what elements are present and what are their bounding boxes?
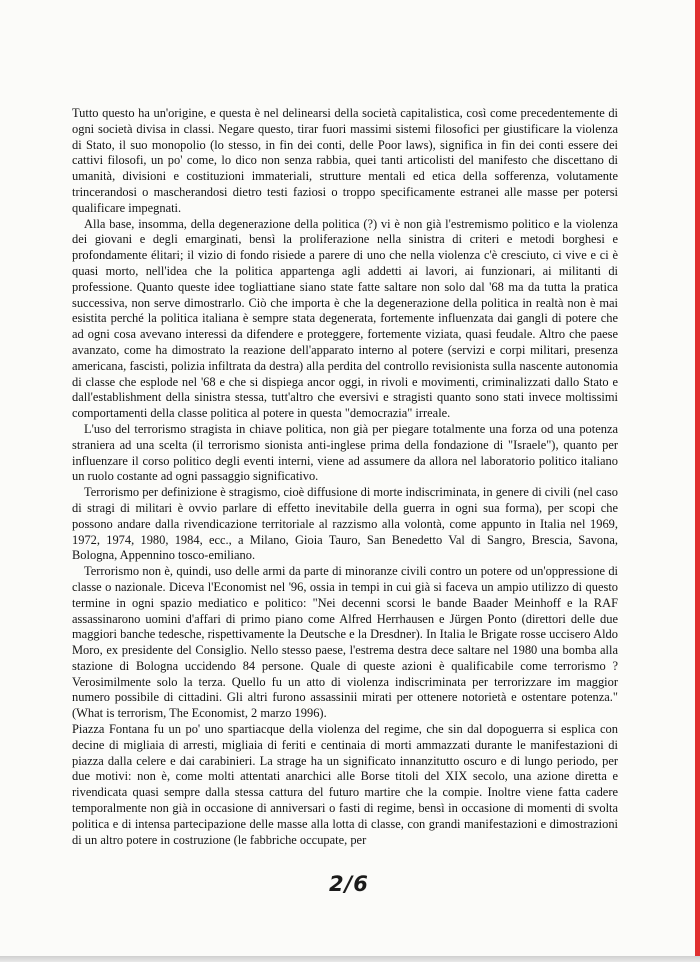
page-bottom-edge [0, 956, 700, 962]
paragraph-5: Terrorismo non è, quindi, uso delle armi da parte di minoranze civili contro un potere od un'oppressione di classe o nazionale. Diceva l'Economist nel '96, ossia in tempi in cui già si faceva un ampio utilizzo di questo termine in ogni spazio mediatico e politico: "Nei decenni scorsi le bande Baader Meinhoff e la RAF assassinarono uomini d'affari di primo piano come Alfred Herrhausen e Jürgen Ponto (direttori delle due maggiori banche tedesche, rispettivamente la Deutsche e la Dresdner). In Italia le Brigate rosse uccisero Aldo Moro, ex presidente del Consiglio. Nello stesso paese, l'estrema destra dece saltare nel 1980 una bomba alla stazione di Bologna uccidendo 84 persone. Quale di queste azioni è qualificabile come terrorismo ? Verosimilmente solo la terza. Quello fu un atto di violenza indiscriminata per terrorizzare im maggior numero possibile di cittadini. Gli altri furono assassinii mirati per ottenere notorietà e ostentare potenza." (What is terrorism, The Economist, 2 marzo 1996). [72, 564, 618, 721]
paragraph-3: L'uso del terrorismo stragista in chiave politica, non già per piegare totalmente una forza od una potenza straniera ad una scelta (il terrorismo sionista anti-inglese prima della fondazione di "Israele"), quanto per influenzare il corso politico degli eventi interni, viene ad assumere da allora nel laboratorio politico italiano un ruolo costante ad ogni passaggio significativo. [72, 421, 618, 484]
body-text [72, 106, 618, 848]
paragraph-6: Piazza Fontana fu un po' uno spartiacque della violenza del regime, che sin dal dopoguerra si esplica con decine di migliaia di arresti, migliaia di feriti e centinaia di morti ammazzati durante le manifestazioni di piazza dalla celere e dai carabinieri. La strage ha un significato innanzitutto oscuro e di lungo periodo, per due motivi: non è, come molti attentati anarchici alle Borse titoli del XIX secolo, una azione diretta e rivendicata quasi sempre dalla stessa cattura del futuro martire che la compie. Inoltre viene fatta cadere temporalmente non già in occasione di anniversari o fasti di regime, bensì in occasione di momenti di svolta politica e di intensa partecipazione delle masse alla lotta di classe, con grandi manifestazioni e dimostrazioni di un altro potere in costruzione (le fabbriche occupate, per [72, 722, 618, 847]
red-page-edge [695, 0, 700, 962]
paragraph-2: Alla base, insomma, della degenerazione della politica (?) vi è non già l'estremismo politico e la violenza dei giovani e degli emarginati, bensì la proliferazione nella sinistra di criteri e metodi borghesi e profondamente élitari; il vizio di fondo risiede a parere di uno che nella violenza c'è cresciuto, ci vive e ci è quasi morto, nell'idea che la politica appartenga agli addetti ai lavori, ai funzionari, ai militanti di professione. Quanto queste idee togliattiane siano state fatte saltare non solo dal '68 ma da tutta la pratica successiva, non serve dimostrarlo. Ciò che importa è che la degenerazione della politica in realtà non è mai esistita perché la politica italiana è sempre stata degenerata, fortemente influenzata dai gangli di potere che ad ogni cosa avevano interessi da difendere e proteggere, fortemente viziata, quasi feudale. Altro che paese avanzato, come ha dimostrato la reazione dell'apparato interno al potere (servizi e corpi militari, presenza americana, fascisti, polizia infiltrata da destra) alla perdita del controllo revisionista sulla nascente autonomia di classe che esplode nel '68 e che si dispiega ancor oggi, in rivoli e movimenti, criminalizzati dallo Stato e dall'establishment della sinistra stessa, tutt'altro che eversivi e stragisti quanto sono stati invece moltissimi comportamenti della classe politica al potere in questa "democrazia" irreale. [72, 216, 618, 421]
paragraph-4: Terrorismo per definizione è stragismo, cioè diffusione di morte indiscriminata, in genere di civili (nel caso di stragi di militari è ovvio parlare di effetto inevitabile della guerra in ogni sua forma), per scopi che possono andare dalla rivendicazione territoriale al razzismo alla volontà, come appunto in Italia nel 1969, 1972, 1974, 1980, 1984, ecc., a Milano, Gioia Tauro, San Benedetto Val di Sangro, Brescia, Savona, Bologna, Appennino tosco-emiliano. [72, 485, 618, 563]
paragraph-1: Tutto questo ha un'origine, e questa è nel delinearsi della società capitalistica, così come precedentemente di ogni società divisa in classi. Negare questo, tirar fuori massimi sistemi filosofici per giustificare la violenza di Stato, il suo monopolio (lo stesso, in fin dei conti, delle Poor laws), significa in fin dei conti essere dei cattivi filosofi, un po' come, lo dico non senza rabbia, quei tanti articolisti del manifesto che discettano di umanità, divisioni e costituzioni immateriali, strutture mentali ed etica della sofferenza, volutamente trincerandosi o mascherandosi dietro testi faziosi o troppo specificamente estranei alle masse per potersi qualificare impegnati. [72, 106, 618, 215]
page-number: 2/6 [329, 872, 369, 896]
